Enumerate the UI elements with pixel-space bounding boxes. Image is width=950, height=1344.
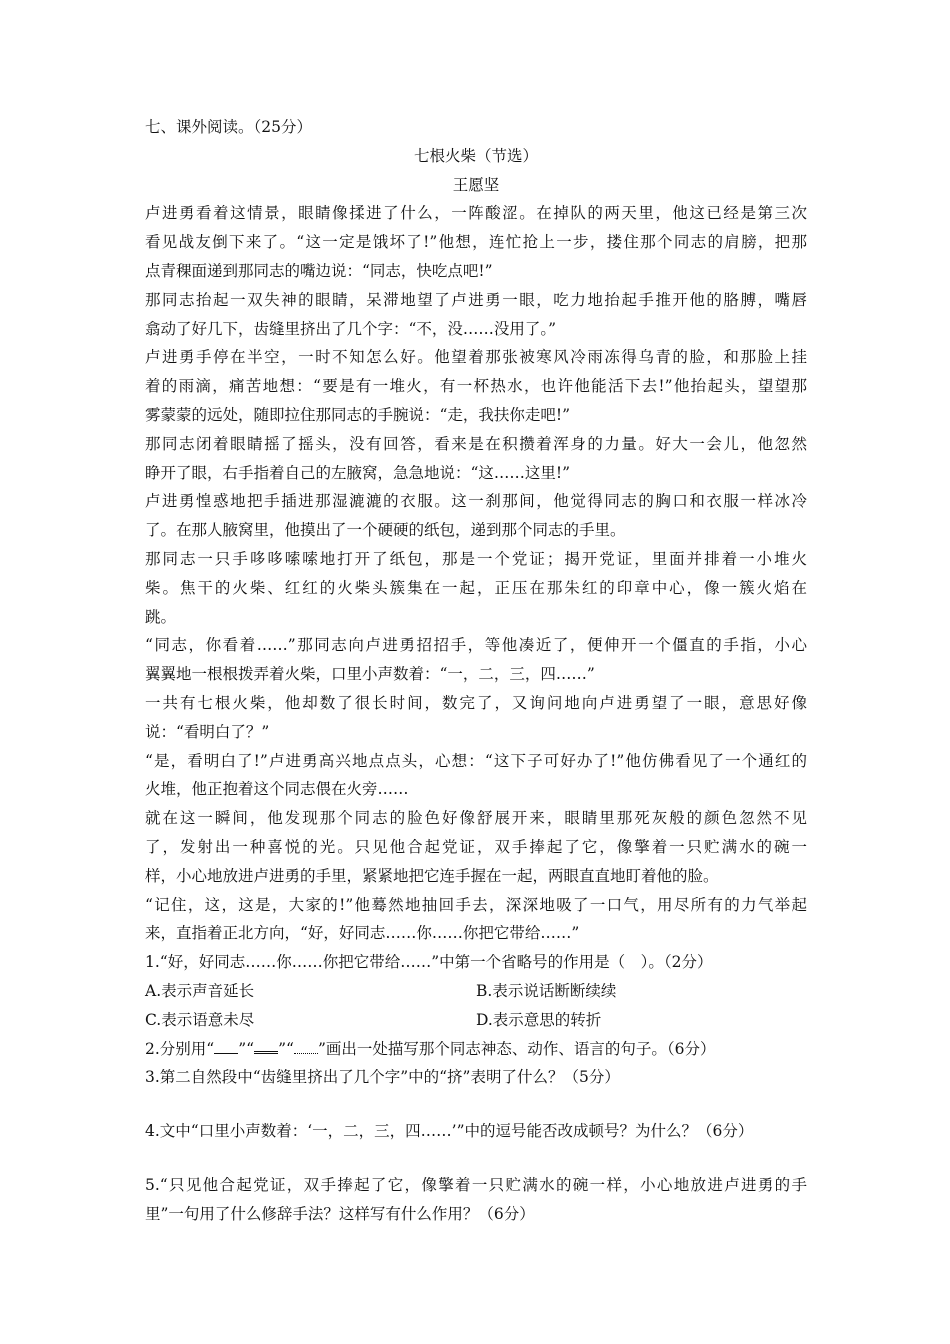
passage-line: 卢进勇手停在半空，一时不知怎么好。他望着那张被寒风冷雨冻得乌青的脸，和那脸上挂 [145,348,807,367]
option-d[interactable]: D.表示意思的转折 [476,1010,602,1029]
option-c[interactable]: C.表示语意未尽 [145,1010,255,1029]
passage-line: 卢进勇惶惑地把手插进那湿漉漉的衣服。这一刹那间，他觉得同志的胸口和衣服一样冰冷 [145,492,807,511]
passage-line: 着的雨滴，痛苦地想：“要是有一堆火，有一杯热水，也许他能活下去!”他抬起头，望望那 [145,377,807,396]
answer-space[interactable] [145,1146,807,1171]
passage-line: “是，看明白了!”卢进勇高兴地点点头，心想：“这下子可好办了!”他仿佛看见了一个通红的 [145,751,807,770]
passage-line: 翕动了好几下，齿缝里挤出了几个字：“不，没……没用了。” [145,319,557,338]
passage-title: 七根火柴（节选） [413,146,538,165]
passage-line: 柴。焦干的火柴、红红的火柴头簇集在一起，正压在那朱红的印章中心，像一簇火焰在 [145,578,807,597]
double-underline-mark [254,1037,278,1054]
single-underline-mark [214,1039,238,1054]
option-b[interactable]: B.表示说话断断续续 [476,981,617,1000]
passage-line: 说：“看明白了？” [145,722,270,741]
option-a[interactable]: A.表示声音延长 [145,981,255,1000]
passage-line: 了。在那人腋窝里，他摸出了一个硬硬的纸包，递到那个同志的手里。 [145,521,626,540]
passage-line: 来，直指着正北方向，“好，好同志……你……你把它带给……” [145,924,580,943]
questions [145,948,807,1228]
passage-body [145,199,807,948]
passage-author: 王愿坚 [452,175,500,194]
question-1-options-row [145,1006,807,1035]
wavy-underline-mark [294,1039,318,1054]
passage-line: 卢进勇看着这情景，眼睛像揉进了什么，一阵酸涩。在掉队的两天里，他这已经是第三次 [145,204,807,223]
passage-line: 了，发射出一种喜悦的光。只见他合起党证，双手捧起了它，像擎着一只贮满水的碗一 [145,837,807,856]
question-2 [145,1035,807,1064]
passage-line: 那同志闭着眼睛摇了摇头，没有回答，看来是在积攒着浑身的力量。好大一会儿，他忽然 [145,434,807,453]
answer-space[interactable] [145,1092,807,1117]
question-3: 3.第二自然段中“齿缝里挤出了几个字”中的“挤”表明了什么？（5分） [145,1068,620,1087]
question-5-line: 5.“只见他合起党证，双手捧起了它，像擎着一只贮满水的碗一样，小心地放进卢进勇的手 [145,1175,807,1194]
question-5-line: 里”一句用了什么修辞手法？这样写有什么作用？（6分） [145,1204,535,1223]
question-4: 4.文中“口里小声数着：‘一，二，三，四……’”中的逗号能否改成顿号？为什么？（6分） [145,1122,754,1141]
passage-line: 睁开了眼，右手指着自己的左腋窝，急急地说：“这……这里!” [145,463,571,482]
passage-line: 火堆，他正抱着这个同志偎在火旁…… [145,780,409,799]
passage-line: 点青稞面递到那同志的嘴边说：“同志，快吃点吧!” [145,261,493,280]
reading-section [145,113,807,1228]
passage-line: 跳。 [145,607,177,626]
question-2-separator: ”“ [238,1039,255,1058]
passage-line: 就在这一瞬间，他发现那个同志的脸色好像舒展开来，眼睛里那死灰般的颜色忽然不见 [145,809,807,828]
passage-line: 翼翼地一根根拨弄着火柴，口里小声数着：“一，二，三，四……” [145,665,595,684]
passage-line: 样，小心地放进卢进勇的手里，紧紧地把它连手握在一起，两眼直直地盯着他的脸。 [145,866,719,885]
question-1-options-row [145,977,807,1006]
question-2-suffix: ”画出一处描写那个同志神态、动作、语言的句子。（6分） [317,1039,716,1058]
passage-line: “同志，你看着……”那同志向卢进勇招招手，等他凑近了，便伸开一个僵直的手指，小心 [145,636,807,655]
section-heading: 七、课外阅读。（25分） [145,118,312,136]
passage-line: 那同志抬起一双失神的眼睛，呆滞地望了卢进勇一眼，吃力地抬起手推开他的胳膊，嘴唇 [145,290,807,309]
question-2-prefix: 2.分别用“ [145,1039,215,1058]
passage-line: “记住，这，这是，大家的!”他蓦然地抽回手去，深深地吸了一口气，用尽所有的力气举起 [145,895,807,914]
passage-line: 一共有七根火柴，他却数了很长时间，数完了，又询问地向卢进勇望了一眼，意思好像 [145,693,807,712]
passage-line: 看见战友倒下来了。“这一定是饿坏了!”他想，连忙抢上一步，搂住那个同志的肩膀，把那 [145,233,807,252]
passage-line: 雾蒙蒙的远处，随即拉住那同志的手腕说：“走，我扶你走吧!” [145,405,571,424]
question-1: 1.“好，好同志……你……你把它带给……”中第一个省略号的作用是（ ）。（2分） [145,953,713,972]
passage-line: 那同志一只手哆哆嗦嗦地打开了纸包，那是一个党证；揭开党证，里面并排着一小堆火 [145,549,807,568]
question-2-separator: ”“ [278,1039,294,1058]
